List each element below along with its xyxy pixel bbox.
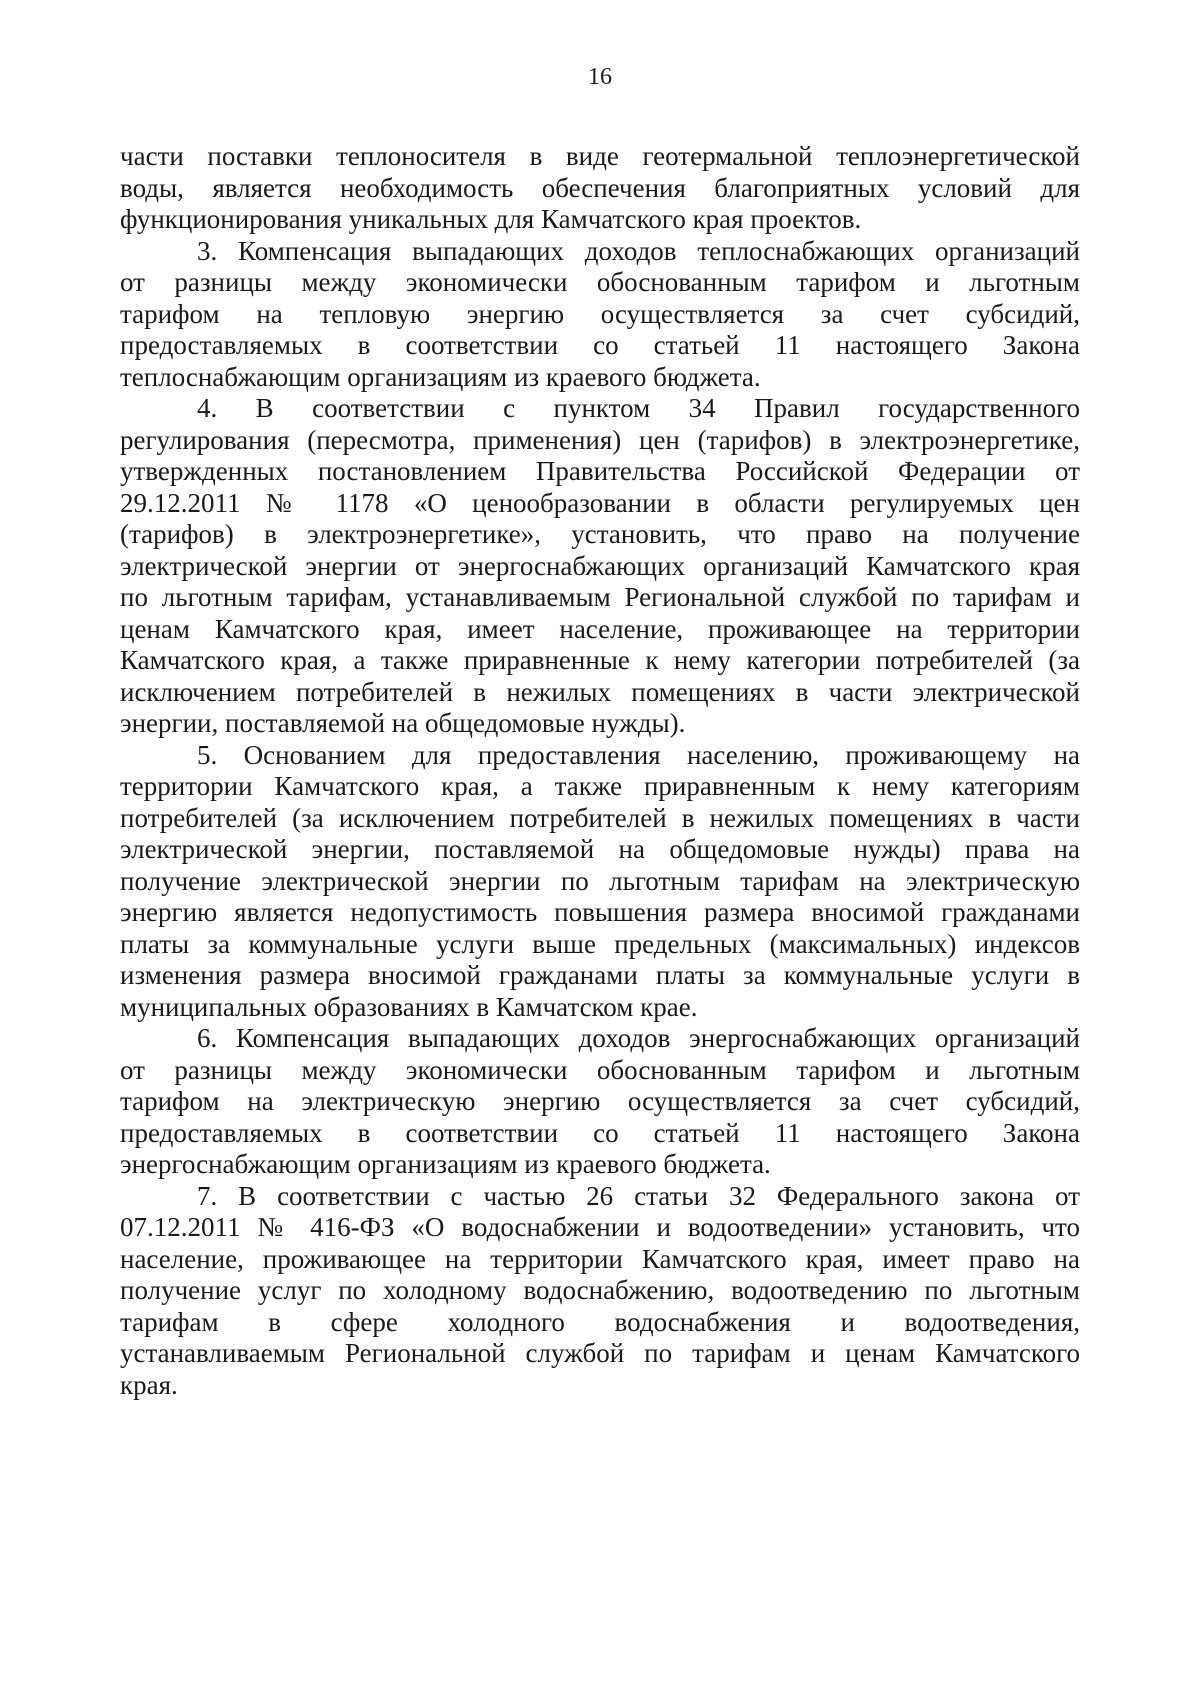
text-line: 4. В соответствии с пунктом 34 Правил государственного <box>197 393 1080 423</box>
text-line: исключением потребителей в нежилых помещениях в части электрической <box>120 676 1080 707</box>
text-line: муниципальных образованиях в Камчатском крае. <box>120 991 698 1022</box>
text-line: воды, является необходимость обеспечения благоприятных условий для <box>120 172 1080 203</box>
text-line: части поставки теплоносителя в виде геотермальной теплоэнергетической <box>120 141 1080 171</box>
text-line: территории Камчатского края, а также приравненным к нему категориям <box>120 771 1080 801</box>
text-line: получение услуг по холодному водоснабжению, водоотведению по льготным <box>120 1275 1080 1305</box>
text-line: потребителей (за исключением потребителей в нежилых помещениях в части <box>120 802 1080 833</box>
document-body <box>120 141 1080 1401</box>
text-line: края. <box>120 1369 178 1400</box>
text-line: 7. В соответствии с частью 26 статьи 32 Федерального закона от <box>197 1180 1080 1211</box>
text-line: по льготным тарифам, устанавливаемым Региональной службой по тарифам и <box>120 582 1080 612</box>
text-line: энергию является недопустимость повышения размера вносимой гражданами <box>120 897 1080 927</box>
text-line: предоставляемых в соответствии со статьей 11 настоящего Закона <box>120 330 1080 360</box>
text-line: электрической энергии, поставляемой на общедомовые нужды) права на <box>120 834 1080 864</box>
text-line: утвержденных постановлением Правительства Российской Федерации от <box>120 456 1080 486</box>
text-line: платы за коммунальные услуги выше предельных (максимальных) индексов <box>120 928 1080 959</box>
text-line: 5. Основанием для предоставления населению, проживающему на <box>197 739 1080 770</box>
text-line: получение электрической энергии по льготным тарифам на электрическую <box>120 865 1080 896</box>
text-line: тарифом на тепловую энергию осуществляется за счет субсидий, <box>120 298 1080 329</box>
text-line: теплоснабжающим организациям из краевого бюджета. <box>120 361 761 392</box>
text-line: энергии, поставляемой на общедомовые нужды). <box>120 708 686 738</box>
text-line: регулирования (пересмотра, применения) цен (тарифов) в электроэнергетике, <box>120 424 1080 455</box>
text-line: 6. Компенсация выпадающих доходов энергоснабжающих организаций <box>197 1023 1080 1053</box>
text-line: ценам Камчатского края, имеет население, проживающее на территории <box>120 613 1080 644</box>
text-line: 07.12.2011 № 416-ФЗ «О водоснабжении и водоотведении» установить, что <box>120 1212 1080 1242</box>
text-line: (тарифов) в электроэнергетике», установить, что право на получение <box>120 519 1080 549</box>
text-line: устанавливаемым Региональной службой по тарифам и ценам Камчатского <box>120 1338 1080 1368</box>
text-line: электрической энергии от энергоснабжающих организаций Камчатского края <box>120 550 1080 581</box>
text-line: предоставляемых в соответствии со статьей 11 настоящего Закона <box>120 1117 1080 1148</box>
text-line: изменения размера вносимой гражданами платы за коммунальные услуги в <box>120 960 1080 990</box>
text-line: от разницы между экономически обоснованным тарифом и льготным <box>120 267 1080 297</box>
text-line: тарифом на электрическую энергию осуществляется за счет субсидий, <box>120 1086 1080 1116</box>
text-line: тарифам в сфере холодного водоснабжения и водоотведения, <box>120 1306 1080 1337</box>
page-number: 16 <box>588 64 612 90</box>
text-line: 3. Компенсация выпадающих доходов теплоснабжающих организаций <box>197 235 1080 266</box>
text-line: от разницы между экономически обоснованным тарифом и льготным <box>120 1054 1080 1085</box>
text-line: население, проживающее на территории Камчатского края, имеет право на <box>120 1243 1080 1274</box>
text-line: 29.12.2011 № 1178 «О ценообразовании в области регулируемых цен <box>120 487 1080 518</box>
text-line: энергоснабжающим организациям из краевого бюджета. <box>120 1149 771 1179</box>
text-line: функционирования уникальных для Камчатского края проектов. <box>120 204 862 234</box>
text-line: Камчатского края, а также приравненные к нему категории потребителей (за <box>120 645 1080 675</box>
